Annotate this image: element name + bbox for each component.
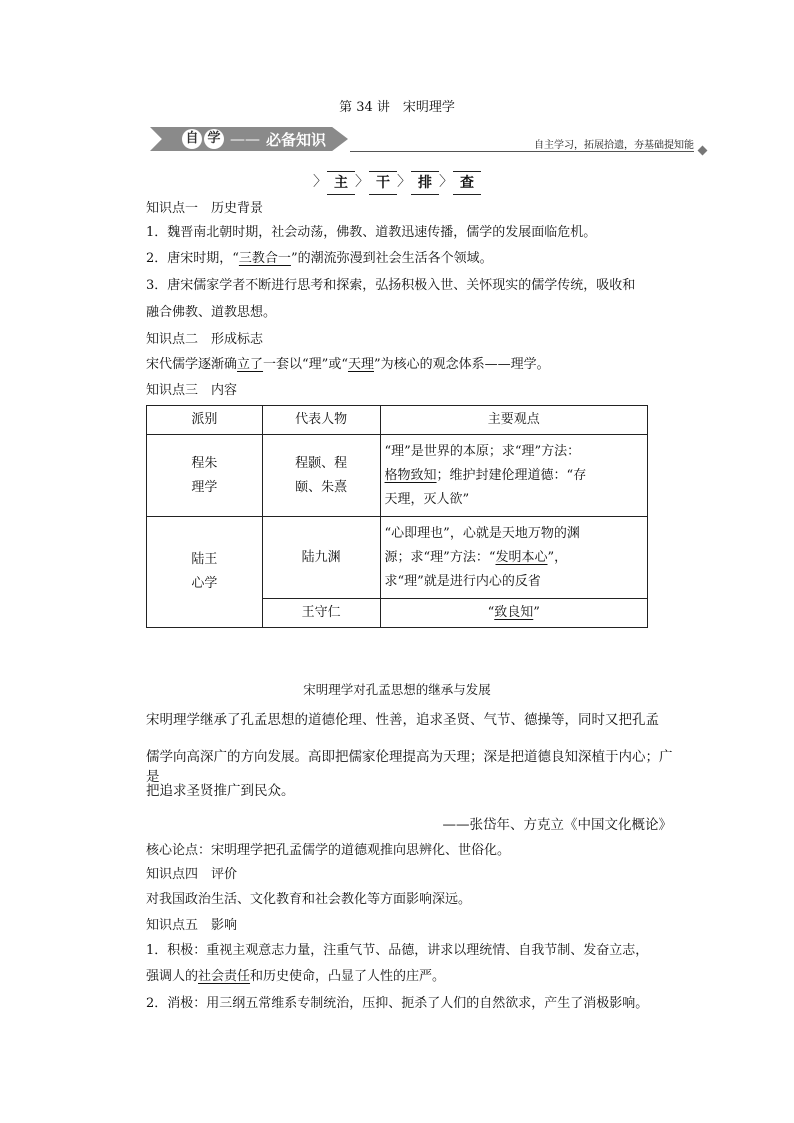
section-3-title: 知识点三 内容 (146, 383, 238, 398)
table-cell: “致良知” (380, 599, 647, 628)
section-1-item-3-cont: 融合佛教、道教思想。 (146, 305, 277, 320)
section-4-title: 知识点四 评价 (146, 867, 238, 882)
sub-banner-chevron-icon: 〉 (397, 174, 411, 190)
table-cell: 陆九渊 (262, 517, 380, 599)
sub-banner-chevron-icon: 〉 (439, 174, 453, 190)
sub-banner-char: 排 (411, 171, 439, 195)
section-1-item-1: 1．魏晋南北朝时期，社会动荡，佛教、道教迅速传播，儒学的发展面临危机。 (146, 225, 597, 240)
page-title: 第 34 讲 宋明理学 (339, 100, 455, 115)
chevron-right-icon: 》》 (148, 131, 161, 145)
section-2-text: 宋代儒学逐渐确立了一套以“理”或“天理”为核心的观念体系——理学。 (146, 357, 550, 372)
table-cell: 程朱 理学 (147, 435, 263, 517)
table-cell: 程颢、程 颐、朱熹 (262, 435, 380, 517)
table-cell: “心即理也”，心就是天地万物的渊 源；求“理”方法：“发明本心”， 求“理”就是进行内心的反省 (380, 517, 647, 599)
banner-char-1: 自 (182, 129, 202, 149)
section-1-title: 知识点一 历史背景 (146, 201, 264, 216)
table-header: 主要观点 (380, 406, 647, 435)
table-header: 派别 (147, 406, 263, 435)
table-cell: “理”是世界的本原；求“理”方法： 格物致知；维护封建伦理道德：“存 天理，灭人欲” (380, 435, 647, 517)
sub-banner-char: 主 (327, 171, 355, 195)
quote-line-3: 把追求圣贤推广到民众。 (146, 783, 295, 799)
diamond-icon (698, 146, 708, 156)
section-4-text: 对我国政治生活、文化教育和社会教化等方面影响深远。 (146, 892, 472, 907)
core-point: 核心论点：宋明理学把孔孟儒学的道德观推向思辨化、世俗化。 (146, 843, 511, 858)
section-5-item-1-cont: 强调人的社会责任和历史使命，凸显了人性的庄严。 (146, 969, 446, 984)
sub-banner-char: 干 (369, 171, 397, 195)
sub-banner-char: 查 (453, 171, 481, 195)
table-cell: 王守仁 (262, 599, 380, 628)
banner-dash: —— (230, 130, 260, 148)
quote-title: 宋明理学对孔孟思想的继承与发展 (303, 682, 491, 697)
section-1-item-2: 2．唐宋时期，“三教合一”的潮流弥漫到社会生活各个领域。 (146, 251, 493, 266)
banner-slogan: 自主学习，拓展拾遗，夯基础提知能 (534, 140, 694, 151)
table-header-row (147, 406, 648, 435)
sub-banner (0, 171, 794, 195)
sub-banner-chevron-icon: 〉 (313, 174, 327, 190)
quote-line-1: 宋明理学继承了孔孟思想的道德伦理、性善，追求圣贤、气节、德操等，同时又把孔孟 (146, 712, 659, 728)
content-table (146, 405, 648, 628)
quote-source: ——张岱年、方克立《中国文化概论》 (442, 817, 672, 833)
section-banner (146, 124, 706, 154)
banner-label (182, 128, 326, 150)
sub-banner-chevron-icon: 〉 (355, 174, 369, 190)
section-5-item-2: 2．消极：用三纲五常维系专制统治，压抑、扼杀了人们的自然欲求，产生了消极影响。 (146, 996, 649, 1011)
banner-rest: 必备知识 (266, 130, 327, 149)
quote-line-2: 儒学向高深广的方向发展。高即把儒家伦理提高为天理；深是把道德良知深植于内心；广是 (146, 749, 673, 785)
section-5-item-1: 1．积极：重视主观意志力量，注重气节、品德，讲求以理统情、自我节制、发奋立志， (146, 943, 649, 958)
table-cell: 陆王 心学 (147, 517, 263, 628)
table-header: 代表人物 (262, 406, 380, 435)
section-5-title: 知识点五 影响 (146, 918, 238, 933)
section-2-title: 知识点二 形成标志 (146, 332, 264, 347)
table-row (147, 435, 648, 517)
table-row (147, 517, 648, 599)
banner-divider (350, 151, 694, 152)
section-1-item-3: 3．唐宋儒家学者不断进行思考和探索，弘扬积极入世、关怀现实的儒学传统，吸收和 (146, 278, 636, 293)
banner-char-2: 学 (204, 129, 224, 149)
